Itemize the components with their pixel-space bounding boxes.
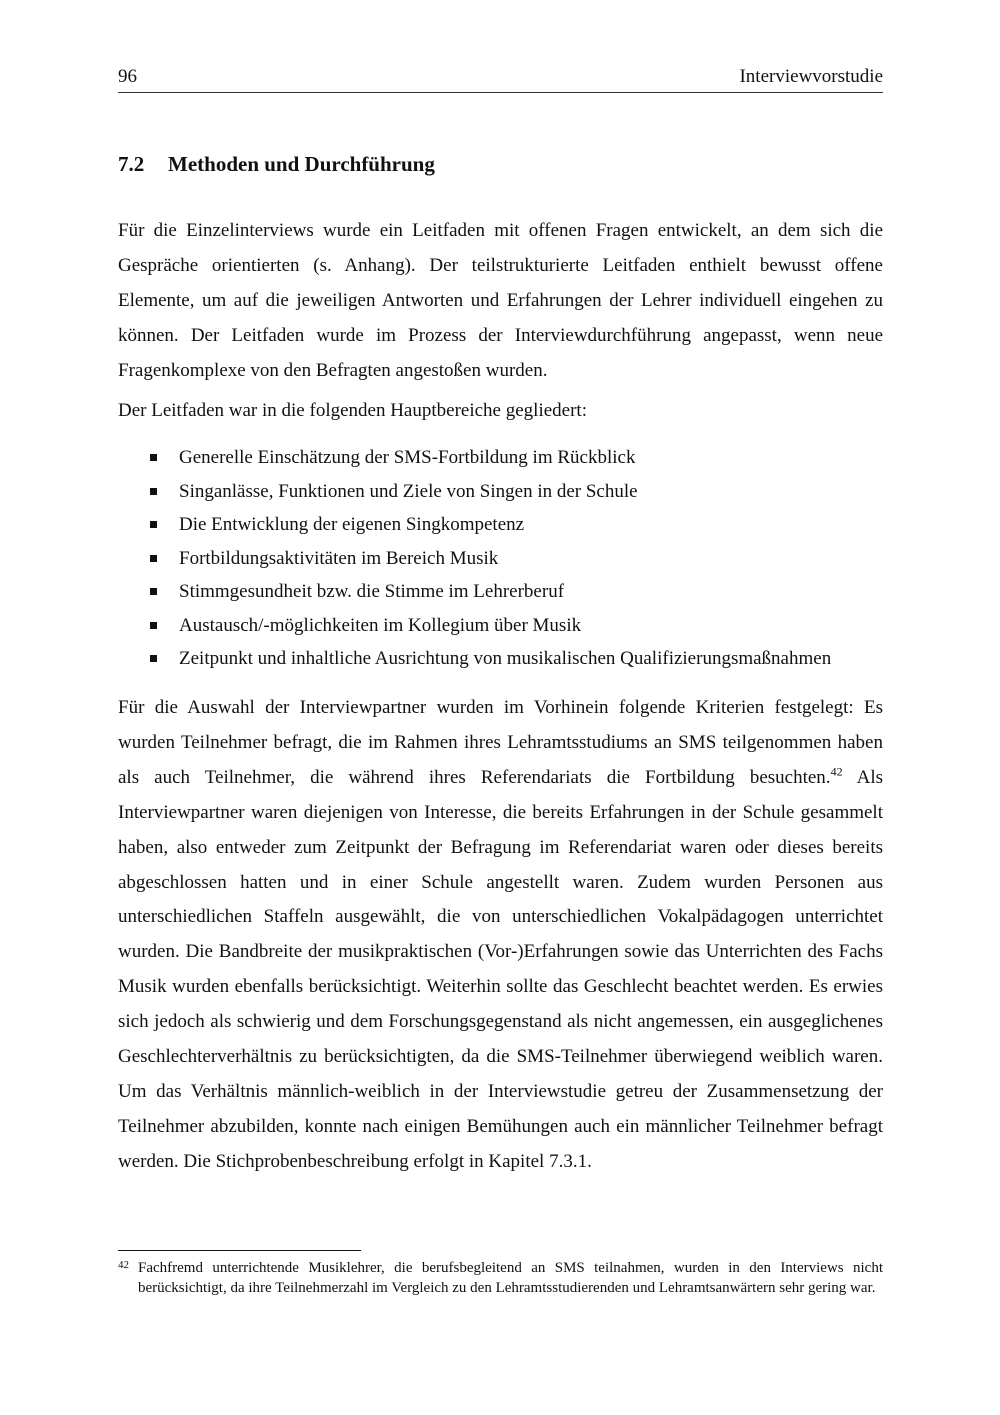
document-page — [118, 0, 883, 1415]
footnote-divider — [118, 1250, 361, 1251]
section-number: 7.2 — [118, 152, 145, 176]
topic-list — [118, 441, 883, 676]
page-number: 96 — [118, 66, 137, 87]
list-item: Zeitpunkt und inhaltliche Ausrichtung von musikalischen Qualifizierungsmaßnahmen — [118, 642, 883, 676]
section-heading — [118, 152, 435, 177]
paragraph-topic-intro: Der Leitfaden war in die folgenden Hauptbereiche gegliedert: — [118, 400, 587, 421]
square-bullet-icon — [150, 521, 157, 528]
square-bullet-icon — [150, 655, 157, 662]
list-item: Die Entwicklung der eigenen Singkompetenz — [118, 508, 883, 542]
square-bullet-icon — [150, 454, 157, 461]
paragraph-participant-selection: Für die Auswahl der Interviewpartner wurden im Vorhinein folgende Kriterien festgelegt: Es wurden Teilnehmer befragt, die im Rahmen ihres Lehramtsstudiums an SMS teilgenommen haben als auch Teilnehmer, die während ihres Referendariats die Fortbildung besuchten.$^{42}$ Als Interviewpartner waren diejenigen von Interesse, die bereits Erfahrungen in der Schule gesammelt haben, also entweder zum Zeitpunkt der Befragung im Referendariat waren oder dieses bereits abgeschlossen hatten und in einer Schule angestellt waren. Zudem wurden Personen aus unterschiedlichen Staffeln ausgewählt, die von unterschiedlichen Vokalpädagogen unterrichtet wurden. Die Bandbreite der musikpraktischen (Vor-)Erfahrungen sowie das Unterrichten des Fachs Musik wurden ebenfalls berücksichtigt. Weiterhin sollte das Geschlecht beachtet werden. Es erwies sich jedoch als schwierig und dem Forschungsgegenstand als nicht angemessen, ein ausgeglichenes Geschlechterverhältnis zu berücksichtigten, da die SMS-Teilnehmer überwiegend weiblich waren. Um das Verhältnis männlich-weiblich in der Interviewstudie getreu der Zusammensetzung der Teilnehmer abzubilden, konnte nach einigen Bemühungen auch ein männlicher Teilnehmer befragt werden. Die Stichprobenbeschreibung erfolgt in Kapitel 7.3.1. — [118, 697, 883, 1172]
square-bullet-icon — [150, 488, 157, 495]
list-item: Fortbildungsaktivitäten im Bereich Musik — [118, 542, 883, 576]
footnote-reference[interactable]: 42 — [830, 764, 843, 779]
running-header — [118, 66, 883, 93]
list-item: Generelle Einschätzung der SMS-Fortbildung im Rückblick — [118, 441, 883, 475]
paragraph-interview-guide: Für die Einzelinterviews wurde ein Leitfaden mit offenen Fragen entwickelt, an dem sich die Gespräche orientierten (s. Anhang). Der teilstrukturierte Leitfaden enthielt bewusst offene Elemente, um auf die jeweiligen Antworten und Erfahrungen der Lehrer individuell eingehen zu können. Der Leitfaden wurde im Prozess der Interviewdurchführung angepasst, wenn neue Fragenkomplexe von den Befragten angestoßen wurden. — [118, 220, 883, 381]
footnote-text: Fachfremd unterrichtende Musiklehrer, die berufsbegleitend an SMS teilnahmen, wurden in den Interviews nicht berücksichtigt, da ihre Teilnehmerzahl im Vergleich zu den Lehramtsstudierenden und Lehramtsanwärtern sehr gering war. — [138, 1260, 883, 1296]
list-item: Austausch/-möglichkeiten im Kollegium über Musik — [118, 609, 883, 643]
section-title: Methoden und Durchführung — [168, 152, 435, 176]
footnote — [118, 1259, 883, 1298]
running-title: Interviewvorstudie — [739, 66, 883, 87]
list-item: Singanlässe, Funktionen und Ziele von Singen in der Schule — [118, 475, 883, 509]
list-item: Stimmgesundheit bzw. die Stimme im Lehrerberuf — [118, 575, 883, 609]
footnote-marker: 42 — [118, 1259, 129, 1271]
square-bullet-icon — [150, 555, 157, 562]
square-bullet-icon — [150, 588, 157, 595]
square-bullet-icon — [150, 622, 157, 629]
